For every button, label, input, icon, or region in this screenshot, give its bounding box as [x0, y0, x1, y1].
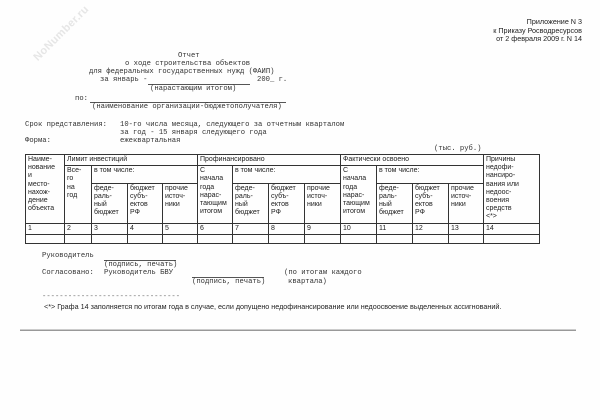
col-number: 6 [198, 223, 233, 234]
data-cell[interactable] [92, 234, 128, 243]
header-investment-limit: Лимит инвестиций [65, 155, 198, 166]
data-cell[interactable] [128, 234, 163, 243]
form-value: ежеквартальная [120, 137, 181, 145]
deadline-label: Срок представления: [25, 121, 107, 129]
head-label: Руководитель [42, 252, 94, 260]
header-used-since-start: С начала года нарас- тающим итогом [341, 166, 377, 223]
header-used-including: в том числе: [377, 166, 484, 183]
report-subtitle-1: о ходе строительства объектов [125, 60, 251, 68]
header-limit-including: в том числе: [92, 166, 198, 183]
col-number: 7 [233, 223, 269, 234]
header-limit-other: прочие источ- ники [163, 183, 198, 223]
report-table [25, 154, 540, 244]
col-number: 4 [128, 223, 163, 234]
col-number: 10 [341, 223, 377, 234]
col-number: 3 [92, 223, 128, 234]
col-number: 5 [163, 223, 198, 234]
header-financed-other: прочие источ- ники [305, 183, 341, 223]
deadline-line-1: 10-го числа месяца, следующего за отчетным кварталом [120, 121, 345, 129]
data-cell[interactable] [233, 234, 269, 243]
header-used-federal: феде- раль- ный бюджет [377, 183, 413, 223]
watermark-text: NoNumber.ru [31, 3, 92, 64]
header-used-other: прочие источ- ники [449, 183, 484, 223]
appendix-header [493, 18, 582, 44]
header-reasons: Причины недофи- нансиро- вания или недоос- воения средств <*> [484, 155, 540, 224]
col-number: 14 [484, 223, 540, 234]
org-caption: (наименование организации-бюджетополучателя) [92, 103, 282, 111]
col-number: 9 [305, 223, 341, 234]
table-data-row[interactable] [26, 234, 540, 243]
data-cell[interactable] [26, 234, 65, 243]
data-cell[interactable] [413, 234, 449, 243]
table-header-row-3 [26, 183, 540, 223]
period-caption: (нарастающим итогом) [150, 85, 237, 93]
agreed-role: Руководитель БВУ [104, 269, 174, 277]
header-actually-used: Фактически освоено [341, 155, 484, 166]
report-title: Отчет [178, 52, 200, 60]
units-label: (тыс. руб.) [434, 145, 482, 153]
period-prefix: за январь - [100, 76, 148, 84]
col-number: 1 [26, 223, 65, 234]
header-financed-federal: феде- раль- ный бюджет [233, 183, 269, 223]
table-header-row-2 [26, 166, 540, 183]
deadline-line-2: за год - 15 января следующего года [120, 129, 267, 137]
period-year: 200_ г. [257, 76, 288, 84]
data-cell[interactable] [484, 234, 540, 243]
quarter-note-1: (по итогам каждого [284, 269, 362, 277]
footnote-separator: -------------------------------- [42, 293, 181, 301]
data-cell[interactable] [377, 234, 413, 243]
data-cell[interactable] [269, 234, 305, 243]
header-financed-since-start: С начала года нарас- тающим итогом [198, 166, 233, 223]
data-cell[interactable] [65, 234, 92, 243]
table-header-row-1 [26, 155, 540, 166]
header-financed-including: в том числе: [233, 166, 341, 183]
table-column-numbers-row [26, 223, 540, 234]
appendix-line-1: Приложение N 3 [526, 17, 582, 26]
org-by-label: по: [75, 95, 88, 103]
col-number: 11 [377, 223, 413, 234]
bottom-divider [20, 329, 576, 331]
data-cell[interactable] [163, 234, 198, 243]
agreed-label: Согласовано: [42, 269, 94, 277]
col-number: 13 [449, 223, 484, 234]
header-limit-subjects: бюджет субъ- ектов РФ [128, 183, 163, 223]
appendix-line-2: к Приказу Росводресурсов [493, 25, 582, 35]
head-sign-caption: (подпись, печать) [104, 261, 178, 269]
col-number: 2 [65, 223, 92, 234]
data-cell[interactable] [449, 234, 484, 243]
header-limit-federal: феде- раль- ный бюджет [92, 183, 128, 223]
watermark [0, 0, 136, 108]
header-limit-total-year: Все- го на год [65, 166, 92, 223]
col-number: 12 [413, 223, 449, 234]
header-used-subjects: бюджет субъ- ектов РФ [413, 183, 449, 223]
data-cell[interactable] [198, 234, 233, 243]
data-cell[interactable] [305, 234, 341, 243]
footnote-text: <*> Графа 14 заполняется по итогам года в случае, если допущено недофинансирование или недоосвоение выделенных ассигнований. [44, 302, 502, 311]
header-object-name: Наиме- нование и место- нахож- дение объекта [26, 155, 65, 224]
report-subtitle-2: для федеральных государственных нужд (ФАИП) [89, 68, 275, 76]
header-financed-subjects: бюджет субъ- ектов РФ [269, 183, 305, 223]
header-financed: Профинансировано [198, 155, 341, 166]
agreed-sign-caption: (подпись, печать) [192, 278, 266, 286]
quarter-note-2: квартала) [288, 278, 327, 286]
data-cell[interactable] [341, 234, 377, 243]
appendix-line-3: от 2 февраля 2009 г. N 14 [496, 34, 582, 44]
form-label: Форма: [25, 137, 51, 145]
col-number: 8 [269, 223, 305, 234]
